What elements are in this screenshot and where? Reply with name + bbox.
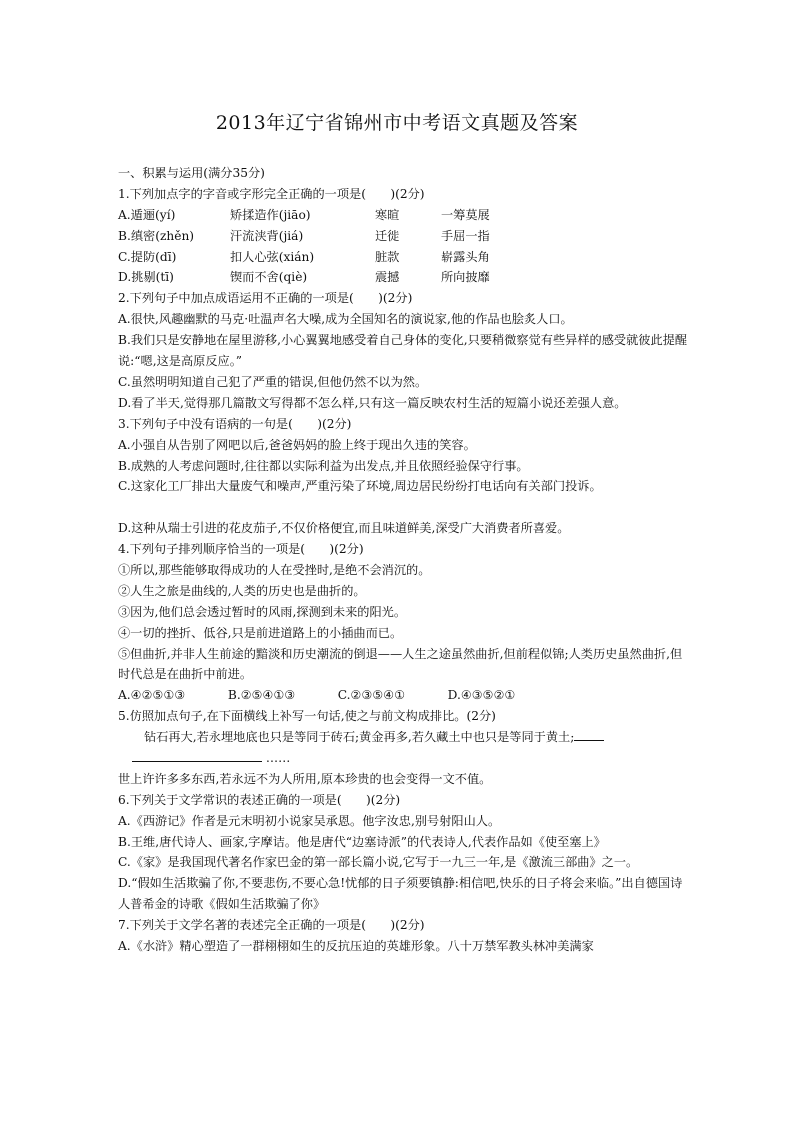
question-4-sentence-2: ②人生之旅是曲线的,人类的历史也是曲折的。 <box>118 583 366 598</box>
question-4-sentence-5: ⑤但曲折,并非人生前途的黯淡和历史潮流的倒退——人生之途虽然曲折,但前程似锦;人类历史虽然曲折,但时代总是在曲折中前进。 <box>118 646 683 682</box>
option-cell: 矫揉造作(jiāo) <box>230 207 311 222</box>
question-6-option-c: C.《家》是我国现代著名作家巴金的第一部长篇小说,它写于一九三一年,是《激流三部曲》之一。 <box>118 855 639 870</box>
spacer <box>118 497 688 518</box>
option-cell: 所向披靡 <box>441 270 490 285</box>
option-cell: 扣人心弦(xián) <box>230 249 315 264</box>
question-5-stem: 5.仿照加点句子,在下面横线上补写一句话,使之与前文构成排比。(2分) <box>118 709 496 724</box>
question-5-line-3: 世上许许多多东西,若永远不为人所用,原本珍贵的也会变得一文不值。 <box>118 771 492 786</box>
question-4-sentence-4: ④一切的挫折、低谷,只是前进道路上的小插曲而已。 <box>118 625 403 640</box>
question-3-option-a: A.小强自从告别了网吧以后,爸爸妈妈的脸上终于现出久违的笑容。 <box>118 437 476 452</box>
question-1-option-d <box>118 267 688 288</box>
option-cell: 一筹莫展 <box>441 207 490 222</box>
question-2-option-b: B.我们只是安静地在屋里游移,小心翼翼地感受着自己身体的变化,只要稍微察觉有些异样的感受就彼此提醒说:“嗯,这是高原反应。” <box>118 333 688 369</box>
question-3-option-b: B.成熟的人考虑问题时,往往都以实际利益为出发点,并且依照经验保守行事。 <box>118 458 529 473</box>
question-2-option-a: A.很快,风趣幽默的马克·吐温声名大噪,成为全国知名的演说家,他的作品也脍炙人口。 <box>118 312 573 327</box>
question-1-option-b <box>118 226 688 247</box>
option-cell: 崭露头角 <box>441 249 490 264</box>
option-cell: 锲而不舍(qiè) <box>230 270 308 285</box>
question-1-stem: 1.下列加点字的字音或字形完全正确的一项是( )(2分) <box>118 186 425 201</box>
option-cell: A.遁逦(yí) <box>118 207 176 222</box>
option-cell: B.缜密(zhěn) <box>118 228 195 243</box>
question-4-options <box>118 685 688 706</box>
question-2-stem: 2.下列句子中加点成语运用不正确的一项是( )(2分) <box>118 291 413 306</box>
section-heading: 一、积累与运用(满分35分) <box>118 166 265 180</box>
option-c: C.②③⑤④① <box>337 688 406 703</box>
question-5-line-2 <box>118 748 688 769</box>
question-7-stem: 7.下列关于文学名著的表述完全正确的一项是( )(2分) <box>118 918 425 933</box>
ellipsis: …… <box>265 751 291 766</box>
option-cell: D.挑剔(tī) <box>118 270 174 285</box>
answer-blank[interactable] <box>132 749 262 762</box>
option-cell: 寒暄 <box>375 207 400 222</box>
option-cell: 手屈一指 <box>441 228 490 243</box>
option-b: B.②⑤④①③ <box>227 688 296 703</box>
question-6-option-a: A.《西游记》作者是元末明初小说家吴承恩。他字汝忠,别号射阳山人。 <box>118 813 501 828</box>
option-cell: 震撼 <box>375 270 400 285</box>
page-title: 2013年辽宁省锦州市中考语文真题及答案 <box>215 112 579 134</box>
option-cell: 汗流浃背(jiá) <box>230 228 304 243</box>
question-2-option-c: C.虽然明明知道自己犯了严重的错误,但他仍然不以为然。 <box>118 374 428 389</box>
question-3-stem: 3.下列句子中没有语病的一句是( )(2分) <box>118 416 352 431</box>
document-body <box>118 163 688 957</box>
question-5-line-1 <box>118 727 688 748</box>
question-6-option-d: D.“假如生活欺骗了你,不要悲伤,不要心急!忧郁的日子须要镇静:相信吧,快乐的日子将会来临。”出自德国诗人普希金的诗歌《假如生活欺骗了你》 <box>118 876 683 912</box>
question-1-option-a <box>118 205 688 226</box>
option-cell: 迁徙 <box>375 228 400 243</box>
question-5-prompt-text: 钻石再大,若永埋地底也只是等同于砖石;黄金再多,若久藏土中也只是等同于黄土; <box>144 730 575 745</box>
question-7-option-a: A.《水浒》精心塑造了一群栩栩如生的反抗压迫的英雄形象。八十万禁军教头林冲美满家 <box>118 939 594 954</box>
question-4-sentence-3: ③因为,他们总会透过暂时的风雨,探测到未来的阳光。 <box>118 604 407 619</box>
question-3-option-c: C.这家化工厂排出大量废气和噪声,严重污染了环境,周边居民纷纷打电话向有关部门投诉。 <box>118 479 602 494</box>
answer-blank[interactable] <box>574 728 604 741</box>
question-4-stem: 4.下列句子排列顺序恰当的一项是( )(2分) <box>118 542 364 557</box>
question-3-option-d: D.这种从瑞士引进的花皮茄子,不仅价格便宜,而且味道鲜美,深受广大消费者所喜爱。 <box>118 521 570 536</box>
question-1-option-c <box>118 247 688 268</box>
question-2-option-d: D.看了半天,觉得那几篇散文写得都不怎么样,只有这一篇反映农村生活的短篇小说还差强人意。 <box>118 395 627 410</box>
option-cell: C.提防(dī) <box>118 249 177 264</box>
option-cell: 脏款 <box>375 249 400 264</box>
question-6-stem: 6.下列关于文学常识的表述正确的一项是( )(2分) <box>118 792 401 807</box>
question-6-option-b: B.王维,唐代诗人、画家,字摩诘。他是唐代“边塞诗派”的代表诗人,代表作品如《使至塞上》 <box>118 834 606 849</box>
option-d: D.④③⑤②① <box>447 688 516 703</box>
question-4-sentence-1: ①所以,那些能够取得成功的人在受挫时,是绝不会消沉的。 <box>118 562 431 577</box>
option-a: A.④②⑤①③ <box>118 688 186 703</box>
